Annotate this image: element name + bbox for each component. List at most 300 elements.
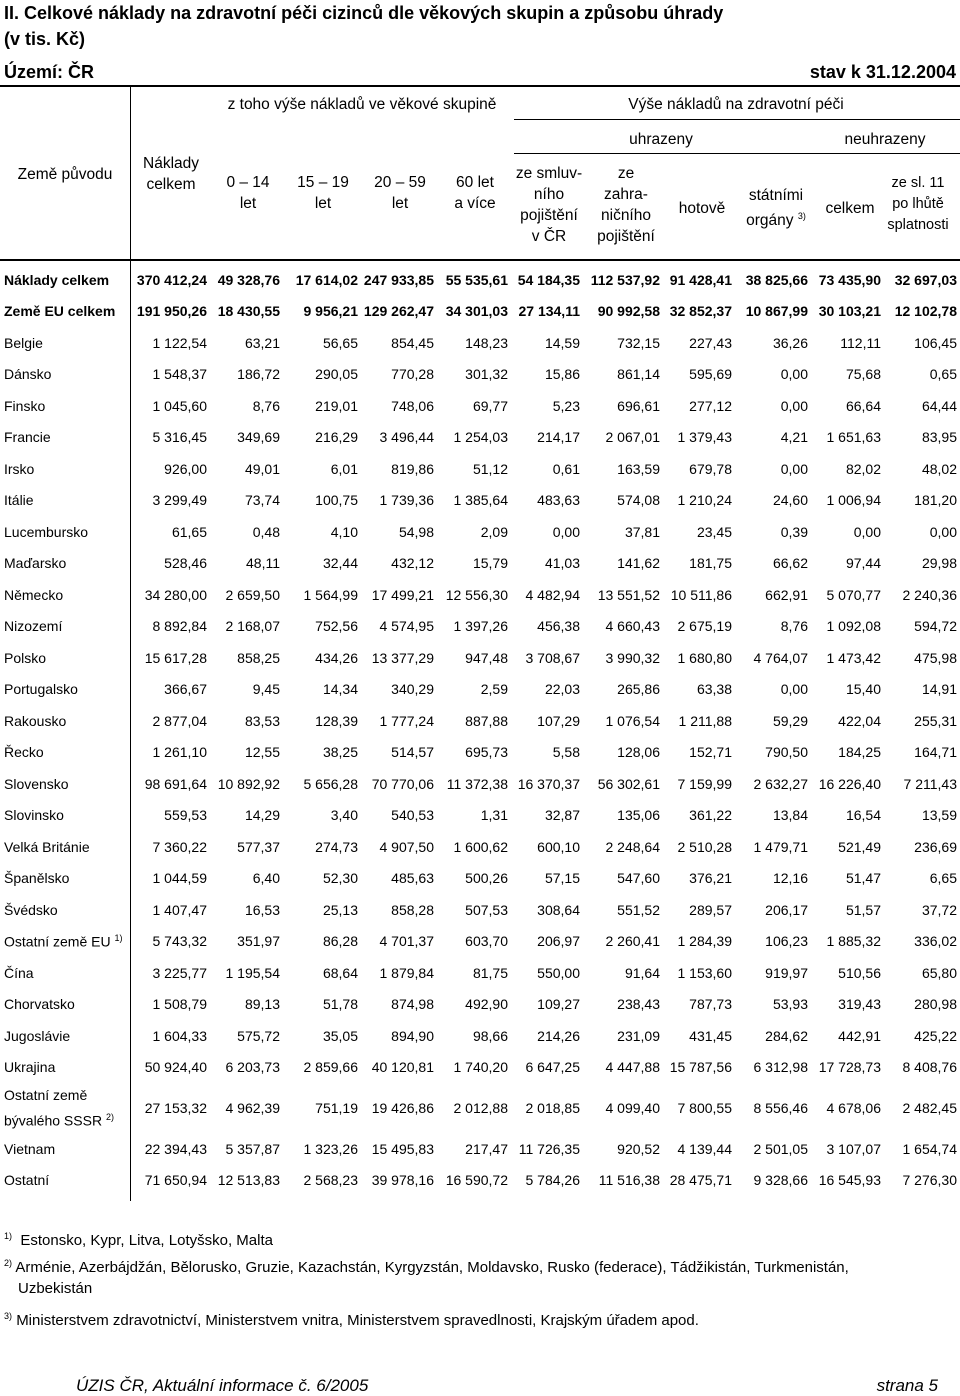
table-cell: 15 617,28 bbox=[144, 649, 207, 666]
header-state-bodies: státními orgány $^{3)}$ bbox=[746, 187, 806, 230]
table-cell: 0,65 bbox=[929, 366, 957, 383]
table-cell: 69,77 bbox=[472, 397, 508, 414]
table-cell: 59,29 bbox=[772, 712, 808, 729]
table-cell: 2 168,07 bbox=[225, 618, 280, 635]
table-cell: 16 370,37 bbox=[517, 775, 580, 792]
table-cell: 1 473,42 bbox=[826, 649, 881, 666]
table-cell: 32 852,37 bbox=[669, 303, 732, 320]
table-cell: 14,34 bbox=[322, 681, 358, 698]
table-cell: 3 708,67 bbox=[525, 649, 580, 666]
header-age-0-14: 0 – 14 let bbox=[226, 174, 270, 212]
table-cell: 595,69 bbox=[689, 366, 732, 383]
table-cell: 52,30 bbox=[322, 870, 358, 887]
table-cell: 340,29 bbox=[391, 681, 434, 698]
table-cell: 106,23 bbox=[765, 933, 808, 950]
table-cell: 15 787,56 bbox=[669, 1059, 732, 1076]
table-cell: 1 379,43 bbox=[677, 429, 732, 446]
table-cell: 16 545,93 bbox=[818, 1172, 881, 1189]
table-cell: 57,15 bbox=[544, 870, 580, 887]
table-cell: 15 495,83 bbox=[371, 1140, 434, 1157]
table-cell: 2 510,28 bbox=[677, 838, 732, 855]
table-cell: 575,72 bbox=[237, 1027, 280, 1044]
table-cell: 63,38 bbox=[696, 681, 732, 698]
table-row bbox=[0, 1020, 960, 1052]
table-cell: 16 590,72 bbox=[445, 1172, 508, 1189]
table-cell: 9 328,66 bbox=[753, 1172, 808, 1189]
table-row bbox=[0, 1165, 960, 1197]
table-cell: 12 556,30 bbox=[445, 586, 508, 603]
table-cell: 12 513,83 bbox=[217, 1172, 280, 1189]
table-cell: 514,57 bbox=[391, 744, 434, 761]
table-cell: 894,90 bbox=[391, 1027, 434, 1044]
table-cell: 8 556,46 bbox=[753, 1100, 808, 1116]
table-cell: 752,56 bbox=[315, 618, 358, 635]
territory-label: Území: ČR bbox=[4, 62, 95, 82]
table-cell: 4 962,39 bbox=[225, 1100, 280, 1116]
row-country-name: Německo bbox=[0, 579, 130, 611]
table-cell: 1 600,62 bbox=[453, 838, 508, 855]
table-cell: 68,64 bbox=[322, 964, 358, 981]
table-cell: 695,73 bbox=[465, 744, 508, 761]
table-cell: 6,65 bbox=[929, 870, 957, 887]
table-row bbox=[0, 831, 960, 863]
table-row bbox=[0, 642, 960, 674]
table-cell: 6 647,25 bbox=[525, 1059, 580, 1076]
table-cell: 551,52 bbox=[617, 901, 660, 918]
table-cell: 17 499,21 bbox=[371, 586, 434, 603]
table-cell: 27 153,32 bbox=[144, 1100, 207, 1116]
table-cell: 54,98 bbox=[398, 523, 434, 540]
table-cell: 9,45 bbox=[252, 681, 280, 698]
table-cell: 926,00 bbox=[164, 460, 207, 477]
table-cell: 1 397,26 bbox=[453, 618, 508, 635]
footer-page-number: strana 5 bbox=[876, 1376, 938, 1395]
table-cell: 2 248,64 bbox=[605, 838, 660, 855]
table-cell: 16 226,40 bbox=[818, 775, 881, 792]
table-cell: 1 284,39 bbox=[677, 933, 732, 950]
table-cell: 34 301,03 bbox=[445, 303, 508, 320]
table-cell: 4,10 bbox=[330, 523, 358, 540]
header-cash: hotově bbox=[678, 200, 726, 217]
table-cell: 25,13 bbox=[322, 901, 358, 918]
table-cell: 4 907,50 bbox=[379, 838, 434, 855]
table-cell: 492,90 bbox=[465, 996, 508, 1013]
table-cell: 1 548,37 bbox=[152, 366, 207, 383]
table-cell: 1 195,54 bbox=[225, 964, 280, 981]
table-cell: 51,78 bbox=[322, 996, 358, 1013]
table-cell: 112,11 bbox=[840, 334, 881, 351]
header-foreign-insurance: ze zahra- ničního pojištění bbox=[597, 165, 655, 245]
table-cell: 1 076,54 bbox=[605, 712, 660, 729]
table-cell: 308,64 bbox=[537, 901, 580, 918]
table-cell: 63,21 bbox=[244, 334, 280, 351]
table-cell: 75,68 bbox=[845, 366, 881, 383]
table-row bbox=[0, 390, 960, 422]
table-cell: 15,79 bbox=[472, 555, 508, 572]
table-cell: 1 254,03 bbox=[453, 429, 508, 446]
table-cell: 51,12 bbox=[472, 460, 508, 477]
table-cell: 191 950,26 bbox=[136, 303, 207, 320]
table-cell: 2 659,50 bbox=[225, 586, 280, 603]
table-cell: 16,53 bbox=[244, 901, 280, 918]
table-cell: 70 770,06 bbox=[371, 775, 434, 792]
footer-source: ÚZIS ČR, Aktuální informace č. 6/2005 bbox=[76, 1376, 369, 1395]
table-cell: 9 956,21 bbox=[303, 303, 358, 320]
table-cell: 376,21 bbox=[689, 870, 732, 887]
table-cell: 8,76 bbox=[780, 618, 808, 635]
table-cell: 3 107,07 bbox=[826, 1140, 881, 1157]
table-cell: 14,91 bbox=[921, 681, 957, 698]
row-country-name: Maďarsko bbox=[0, 548, 130, 580]
table-cell: 186,72 bbox=[237, 366, 280, 383]
table-cell: 41,03 bbox=[544, 555, 580, 572]
table-cell: 181,75 bbox=[689, 555, 732, 572]
table-cell: 1 006,94 bbox=[826, 492, 881, 509]
title-line-1: II. Celkové náklady na zdravotní péči cizinců dle věkových skupin a způsobu úhrady bbox=[4, 3, 724, 23]
header-unpaid: neuhrazeny bbox=[844, 131, 926, 148]
table-cell: 3 299,49 bbox=[152, 492, 207, 509]
table-cell: 521,49 bbox=[838, 838, 881, 855]
table-cell: 2 482,45 bbox=[902, 1100, 957, 1116]
table-cell: 51,57 bbox=[845, 901, 881, 918]
table-cell: 13,59 bbox=[921, 807, 957, 824]
table-cell: 290,05 bbox=[315, 366, 358, 383]
table-cell: 600,10 bbox=[537, 838, 580, 855]
table-cell: 128,39 bbox=[315, 712, 358, 729]
table-row bbox=[0, 894, 960, 926]
table-cell: 236,69 bbox=[914, 838, 957, 855]
table-cell: 0,61 bbox=[552, 460, 580, 477]
table-cell: 442,91 bbox=[838, 1027, 881, 1044]
table-row bbox=[0, 548, 960, 580]
footnote-3: $^{3)}$ Ministerstvem zdravotnictví, Ministerstvem vnitra, Ministerstvem spravedlnosti, Krajským úřadem apod. bbox=[4, 1311, 699, 1329]
table-row bbox=[0, 1133, 960, 1165]
table-cell: 7 276,30 bbox=[902, 1172, 957, 1189]
table-cell: 255,31 bbox=[914, 712, 957, 729]
table-cell: 0,00 bbox=[780, 681, 808, 698]
table-cell: 17 614,02 bbox=[295, 271, 358, 288]
table-row bbox=[0, 453, 960, 485]
table-cell: 748,06 bbox=[391, 397, 434, 414]
table-cell: 8 408,76 bbox=[902, 1059, 957, 1076]
row-country-name: Itálie bbox=[0, 485, 130, 517]
page-title bbox=[4, 0, 723, 52]
table-cell: 206,17 bbox=[765, 901, 808, 918]
header-contract-insurance: ze smluv- ního pojištění v ČR bbox=[515, 165, 583, 245]
table-cell: 559,53 bbox=[164, 807, 207, 824]
table-cell: 91 428,41 bbox=[669, 271, 732, 288]
table-cell: 0,00 bbox=[780, 460, 808, 477]
table-cell: 3 496,44 bbox=[379, 429, 434, 446]
table-cell: 361,22 bbox=[689, 807, 732, 824]
table-row bbox=[0, 359, 960, 391]
table-cell: 217,47 bbox=[465, 1140, 508, 1157]
table-cell: 227,43 bbox=[689, 334, 732, 351]
table-cell: 1 385,64 bbox=[453, 492, 508, 509]
row-country-name: Velká Británie bbox=[0, 831, 130, 863]
table-cell: 184,25 bbox=[838, 744, 881, 761]
row-country-name: Nizozemí bbox=[0, 611, 130, 643]
table-cell: 5,23 bbox=[552, 397, 580, 414]
costs-rule bbox=[514, 119, 960, 120]
table-cell: 301,32 bbox=[465, 366, 508, 383]
table-cell: 1 740,20 bbox=[453, 1059, 508, 1076]
row-country-name: Francie bbox=[0, 422, 130, 454]
table-cell: 507,53 bbox=[465, 901, 508, 918]
table-cell: 83,53 bbox=[244, 712, 280, 729]
row-country-name: Španělsko bbox=[0, 863, 130, 895]
table-cell: 17 728,73 bbox=[818, 1059, 881, 1076]
table-row bbox=[0, 1083, 960, 1133]
row-country-name: Náklady celkem bbox=[0, 264, 130, 296]
table-cell: 887,88 bbox=[465, 712, 508, 729]
table-cell: 2 859,66 bbox=[303, 1059, 358, 1076]
header-age-group: z toho výše nákladů ve věkové skupině bbox=[227, 96, 497, 113]
table-cell: 13 551,52 bbox=[597, 586, 660, 603]
table-cell: 1 879,84 bbox=[379, 964, 434, 981]
table-cell: 109,27 bbox=[537, 996, 580, 1013]
table-cell: 129 262,47 bbox=[363, 303, 434, 320]
table-cell: 1 654,74 bbox=[902, 1140, 957, 1157]
header-age-60: 60 let a více bbox=[454, 174, 496, 212]
table-row bbox=[0, 926, 960, 958]
table-cell: 510,56 bbox=[838, 964, 881, 981]
table-cell: 216,29 bbox=[315, 429, 358, 446]
table-cell: 265,86 bbox=[617, 681, 660, 698]
table-cell: 0,39 bbox=[780, 523, 808, 540]
table-cell: 49,01 bbox=[244, 460, 280, 477]
table-cell: 550,00 bbox=[537, 964, 580, 981]
table-cell: 370 412,24 bbox=[136, 271, 207, 288]
table-cell: 4,21 bbox=[780, 429, 808, 446]
table-cell: 40 120,81 bbox=[371, 1059, 434, 1076]
table-cell: 6,01 bbox=[330, 460, 358, 477]
table-cell: 349,69 bbox=[237, 429, 280, 446]
table-cell: 1 885,32 bbox=[826, 933, 881, 950]
table-cell: 5 743,32 bbox=[152, 933, 207, 950]
table-cell: 662,91 bbox=[765, 586, 808, 603]
row-country-name: Země EU celkem bbox=[0, 296, 130, 328]
table-cell: 1 323,26 bbox=[303, 1140, 358, 1157]
table-row bbox=[0, 800, 960, 832]
table-cell: 4 701,37 bbox=[379, 933, 434, 950]
table-cell: 5 784,26 bbox=[525, 1172, 580, 1189]
table-cell: 790,50 bbox=[765, 744, 808, 761]
table-cell: 2,59 bbox=[480, 681, 508, 698]
table-cell: 2 240,36 bbox=[902, 586, 957, 603]
table-cell: 32,87 bbox=[544, 807, 580, 824]
table-cell: 483,63 bbox=[537, 492, 580, 509]
table-cell: 280,98 bbox=[914, 996, 957, 1013]
row-country-name: Lucembursko bbox=[0, 516, 130, 548]
table-cell: 71 650,94 bbox=[144, 1172, 207, 1189]
table-cell: 206,97 bbox=[537, 933, 580, 950]
header-top-rule bbox=[0, 85, 960, 87]
table-cell: 1 564,99 bbox=[303, 586, 358, 603]
table-cell: 4 482,94 bbox=[525, 586, 580, 603]
table-cell: 98,66 bbox=[472, 1027, 508, 1044]
table-cell: 4 139,44 bbox=[677, 1140, 732, 1157]
table-row bbox=[0, 863, 960, 895]
table-cell: 1 479,71 bbox=[753, 838, 808, 855]
table-cell: 4 447,88 bbox=[605, 1059, 660, 1076]
table-cell: 2 568,23 bbox=[303, 1172, 358, 1189]
table-cell: 0,00 bbox=[780, 366, 808, 383]
table-cell: 8,76 bbox=[252, 397, 280, 414]
table-cell: 12 102,78 bbox=[894, 303, 957, 320]
table-cell: 231,09 bbox=[617, 1027, 660, 1044]
table-row bbox=[0, 296, 960, 328]
table-cell: 7 211,43 bbox=[903, 775, 957, 792]
table-cell: 366,67 bbox=[164, 681, 207, 698]
table-cell: 29,98 bbox=[921, 555, 957, 572]
table-cell: 947,48 bbox=[465, 649, 508, 666]
table-cell: 83,95 bbox=[921, 429, 957, 446]
table-row bbox=[0, 989, 960, 1021]
table-cell: 39 978,16 bbox=[371, 1172, 434, 1189]
table-cell: 81,75 bbox=[472, 964, 508, 981]
table-cell: 1 508,79 bbox=[152, 996, 207, 1013]
table-cell: 289,57 bbox=[689, 901, 732, 918]
table-cell: 351,97 bbox=[237, 933, 280, 950]
row-country-name: Irsko bbox=[0, 453, 130, 485]
table-cell: 50 924,40 bbox=[144, 1059, 207, 1076]
table-cell: 2 012,88 bbox=[453, 1100, 508, 1116]
table-cell: 2 675,19 bbox=[677, 618, 732, 635]
table-cell: 73 435,90 bbox=[818, 271, 881, 288]
header-country: Země původu bbox=[17, 166, 113, 183]
row-country-name: Rakousko bbox=[0, 705, 130, 737]
table-cell: 90 992,58 bbox=[597, 303, 660, 320]
table-cell: 4 764,07 bbox=[753, 649, 808, 666]
row-country-name: Belgie bbox=[0, 327, 130, 359]
table-cell: 238,43 bbox=[617, 996, 660, 1013]
table-cell: 27 134,11 bbox=[518, 303, 580, 320]
table-cell: 4 099,40 bbox=[605, 1100, 660, 1116]
table-cell: 4 660,43 bbox=[605, 618, 660, 635]
table-cell: 247 933,85 bbox=[363, 271, 434, 288]
table-cell: 19 426,86 bbox=[371, 1100, 434, 1116]
row-country-name: Finsko bbox=[0, 390, 130, 422]
table-cell: 16,54 bbox=[845, 807, 881, 824]
row-country-name: Slovinsko bbox=[0, 800, 130, 832]
table-row bbox=[0, 737, 960, 769]
table-row bbox=[0, 422, 960, 454]
table-cell: 874,98 bbox=[391, 996, 434, 1013]
table-cell: 1 739,36 bbox=[379, 492, 434, 509]
footnote-1: $^{1)}$ Estonsko, Kypr, Litva, Lotyšsko, Malta bbox=[4, 1231, 273, 1249]
table-cell: 3 225,77 bbox=[152, 964, 207, 981]
table-cell: 5 070,77 bbox=[826, 586, 881, 603]
table-cell: 86,28 bbox=[322, 933, 358, 950]
header-age-15-19: 15 – 19 let bbox=[297, 174, 349, 212]
table-cell: 5 357,87 bbox=[225, 1140, 280, 1157]
table-cell: 5 316,45 bbox=[152, 429, 207, 446]
table-cell: 11 372,38 bbox=[446, 775, 508, 792]
table-cell: 49 328,76 bbox=[217, 271, 280, 288]
table-cell: 14,29 bbox=[244, 807, 280, 824]
table-cell: 11 726,35 bbox=[518, 1140, 580, 1157]
table-row bbox=[0, 327, 960, 359]
table-cell: 12,16 bbox=[772, 870, 808, 887]
table-cell: 679,78 bbox=[689, 460, 732, 477]
table-cell: 4 678,06 bbox=[826, 1100, 881, 1116]
table-cell: 73,74 bbox=[244, 492, 280, 509]
table-cell: 787,73 bbox=[689, 996, 732, 1013]
table-cell: 65,80 bbox=[921, 964, 957, 981]
title-line-2: (v tis. Kč) bbox=[4, 29, 86, 49]
table-cell: 456,38 bbox=[537, 618, 580, 635]
table-row bbox=[0, 579, 960, 611]
row-country-name: Čína bbox=[0, 957, 130, 989]
table-cell: 574,08 bbox=[617, 492, 660, 509]
table-cell: 5,58 bbox=[552, 744, 580, 761]
table-cell: 1 407,47 bbox=[152, 901, 207, 918]
table-cell: 2 632,27 bbox=[753, 775, 808, 792]
table-cell: 23,45 bbox=[696, 523, 732, 540]
header-bottom-rule bbox=[0, 259, 960, 261]
row-country-name: Slovensko bbox=[0, 768, 130, 800]
table-row bbox=[0, 674, 960, 706]
table-cell: 37,81 bbox=[624, 523, 660, 540]
table-cell: 66,62 bbox=[772, 555, 808, 572]
table-cell: 547,60 bbox=[617, 870, 660, 887]
row-country-name: Řecko bbox=[0, 737, 130, 769]
table-cell: 4 574,95 bbox=[379, 618, 434, 635]
row-country-name: Dánsko bbox=[0, 359, 130, 391]
table-cell: 37,72 bbox=[921, 901, 957, 918]
table-cell: 696,61 bbox=[617, 397, 660, 414]
table-cell: 1 153,60 bbox=[677, 964, 732, 981]
table-cell: 2 067,01 bbox=[605, 429, 660, 446]
table-cell: 1,31 bbox=[480, 807, 508, 824]
row-country-name: Chorvatsko bbox=[0, 989, 130, 1021]
table-cell: 32 697,03 bbox=[894, 271, 957, 288]
row-country-name: Ostatní země EU $^{1)}$ bbox=[0, 926, 130, 958]
row-country-name: Portugalsko bbox=[0, 674, 130, 706]
table-cell: 1 092,08 bbox=[826, 618, 881, 635]
table-cell: 422,04 bbox=[838, 712, 881, 729]
table-cell: 577,37 bbox=[237, 838, 280, 855]
table-row bbox=[0, 705, 960, 737]
row-country-name: Polsko bbox=[0, 642, 130, 674]
table-cell: 13,84 bbox=[772, 807, 808, 824]
table-cell: 13 377,29 bbox=[371, 649, 434, 666]
table-cell: 1 122,54 bbox=[152, 334, 207, 351]
table-cell: 1 045,60 bbox=[152, 397, 207, 414]
table-cell: 107,29 bbox=[537, 712, 580, 729]
data-table bbox=[0, 264, 960, 1196]
table-cell: 854,45 bbox=[391, 334, 434, 351]
table-cell: 30 103,21 bbox=[818, 303, 881, 320]
table-cell: 8 892,84 bbox=[152, 618, 207, 635]
table-cell: 594,72 bbox=[914, 618, 957, 635]
table-cell: 10 892,92 bbox=[217, 775, 280, 792]
table-cell: 24,60 bbox=[772, 492, 808, 509]
table-cell: 434,26 bbox=[315, 649, 358, 666]
table-cell: 214,17 bbox=[537, 429, 580, 446]
table-cell: 0,48 bbox=[252, 523, 280, 540]
table-cell: 98 691,64 bbox=[144, 775, 207, 792]
table-cell: 277,12 bbox=[689, 397, 732, 414]
table-cell: 163,59 bbox=[617, 460, 660, 477]
table-cell: 1 777,24 bbox=[379, 712, 434, 729]
table-cell: 2 260,41 bbox=[605, 933, 660, 950]
table-cell: 2 501,05 bbox=[753, 1140, 808, 1157]
table-cell: 22 394,43 bbox=[144, 1140, 207, 1157]
table-cell: 61,65 bbox=[171, 523, 207, 540]
table-cell: 18 430,55 bbox=[217, 303, 280, 320]
